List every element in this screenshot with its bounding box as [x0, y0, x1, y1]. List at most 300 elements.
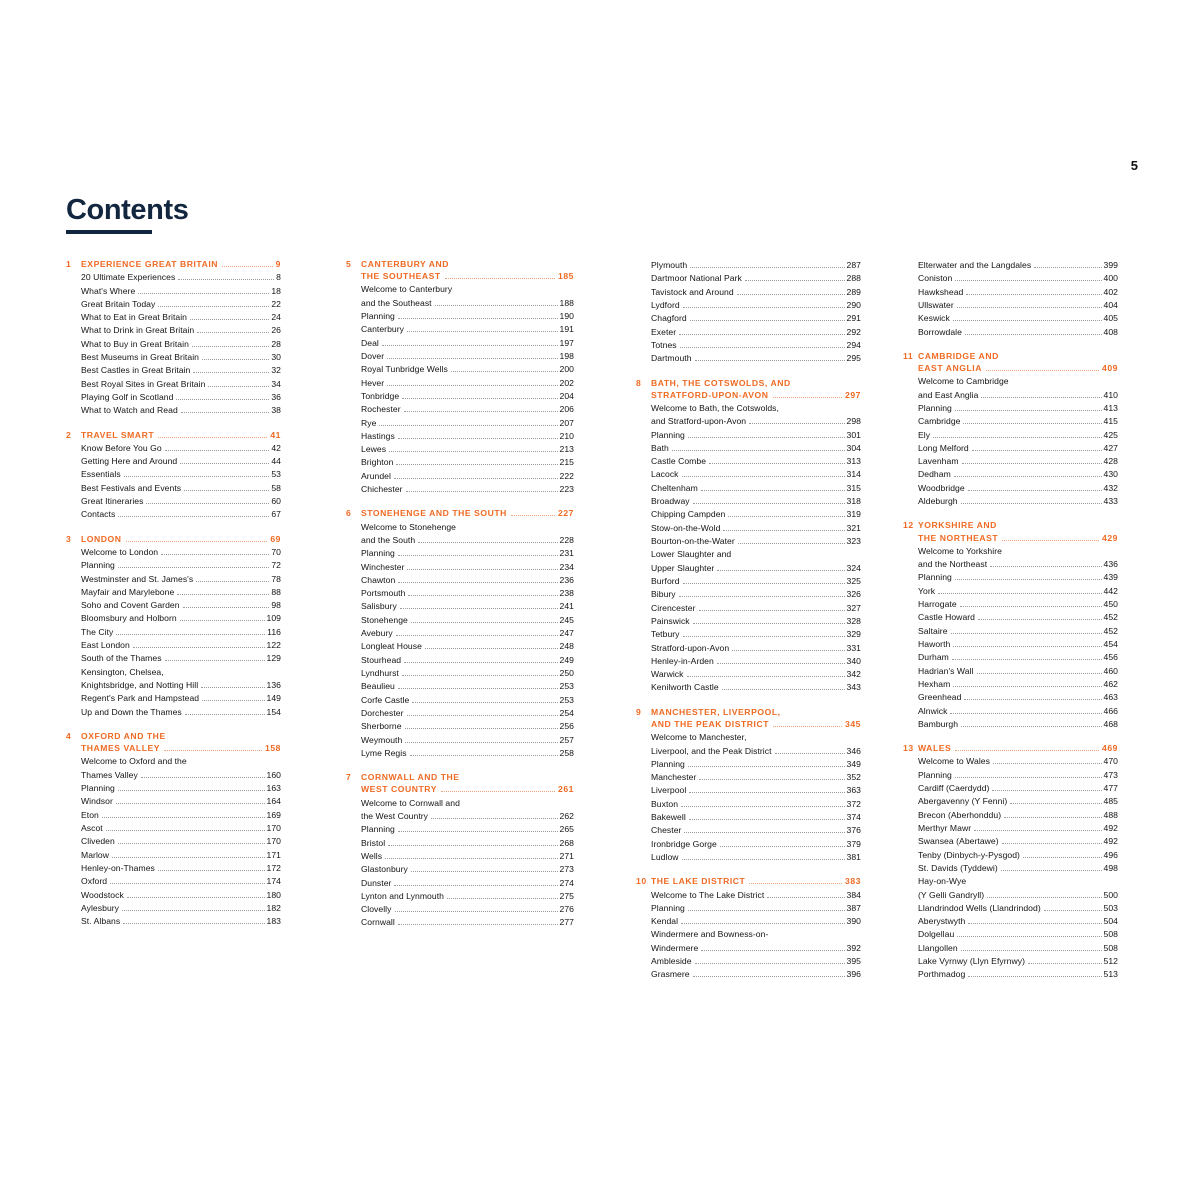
toc-entry-label: Welcome to Manchester,: [651, 732, 747, 743]
toc-entry[interactable]: [918, 455, 1118, 468]
toc-entry[interactable]: [361, 837, 574, 850]
chapter-title-line: [651, 389, 861, 401]
toc-entry[interactable]: [651, 851, 861, 864]
toc-entry[interactable]: [651, 522, 861, 535]
toc-entry-label: Burford: [651, 575, 680, 586]
toc-entry-leader-dots: [693, 503, 845, 504]
toc-entry-label: Liverpool: [651, 785, 687, 796]
toc-entry[interactable]: [651, 928, 861, 941]
toc-entry[interactable]: [361, 470, 574, 483]
toc-entry[interactable]: [81, 889, 281, 902]
toc-entry-label: Llangollen: [918, 942, 958, 953]
toc-entry[interactable]: [81, 482, 281, 495]
chapter-leader-dots: [441, 791, 555, 792]
toc-entry[interactable]: [918, 468, 1118, 481]
toc-entry[interactable]: [361, 640, 574, 653]
toc-entry[interactable]: [651, 811, 861, 824]
chapter-heading[interactable]: [346, 771, 574, 795]
toc-entry[interactable]: [361, 810, 574, 823]
toc-entry-leader-dots: [738, 543, 845, 544]
toc-entry-label: Manchester: [651, 772, 697, 783]
toc-entry[interactable]: [81, 875, 281, 888]
toc-entry[interactable]: [918, 849, 1118, 862]
toc-entry[interactable]: [651, 455, 861, 468]
toc-entry[interactable]: [361, 587, 574, 600]
toc-entry-leader-dots: [951, 633, 1102, 634]
toc-entry-label: Tenby (Dinbych-y-Pysgod): [918, 849, 1020, 860]
toc-entry[interactable]: [81, 351, 281, 364]
toc-entry[interactable]: [651, 784, 861, 797]
toc-entry[interactable]: [918, 598, 1118, 611]
toc-entry-label: Lynton and Lynmouth: [361, 890, 444, 901]
toc-entry[interactable]: [361, 390, 574, 403]
toc-entry[interactable]: [81, 559, 281, 572]
toc-entry[interactable]: [918, 571, 1118, 584]
toc-entry-leader-dots: [690, 320, 845, 321]
toc-entry[interactable]: [81, 364, 281, 377]
toc-entry-label: Ely: [918, 429, 931, 440]
toc-entry-label: Upper Slaughter: [651, 562, 715, 573]
toc-entry[interactable]: [361, 863, 574, 876]
toc-entry-page-number: 436: [1103, 559, 1118, 570]
chapter-title-block: [361, 507, 574, 519]
toc-entry[interactable]: [361, 403, 574, 416]
toc-entry[interactable]: [651, 745, 861, 758]
toc-entry[interactable]: [81, 378, 281, 391]
toc-entry-leader-dots: [968, 976, 1101, 977]
chapter-heading[interactable]: [903, 742, 1118, 754]
toc-entry-leader-dots: [684, 832, 844, 833]
toc-entry[interactable]: [651, 615, 861, 628]
toc-entry[interactable]: [81, 573, 281, 586]
toc-entry[interactable]: [361, 627, 574, 640]
toc-entry[interactable]: [361, 417, 574, 430]
toc-entry[interactable]: [651, 402, 861, 415]
toc-entry[interactable]: [361, 283, 574, 296]
toc-entry[interactable]: [361, 720, 574, 733]
toc-entry[interactable]: [81, 835, 281, 848]
toc-entry[interactable]: [651, 955, 861, 968]
toc-entry[interactable]: [81, 404, 281, 417]
toc-entry[interactable]: [361, 797, 574, 810]
chapter-title-text: OXFORD AND THE: [81, 730, 166, 741]
chapter-heading[interactable]: [903, 350, 1118, 374]
toc-entry-leader-dots: [987, 897, 1101, 898]
toc-entry[interactable]: [81, 612, 281, 625]
toc-entry[interactable]: [81, 442, 281, 455]
chapter-heading[interactable]: [66, 429, 281, 441]
toc-entry-label: Welcome to Cambridge: [918, 376, 1009, 387]
toc-entry-leader-dots: [1028, 963, 1101, 964]
toc-entry-label: Lyndhurst: [361, 668, 399, 679]
chapter-entry-list: [66, 271, 281, 417]
toc-entry[interactable]: [361, 337, 574, 350]
toc-entry-label: Best Festivals and Events: [81, 482, 182, 493]
toc-entry[interactable]: [651, 535, 861, 548]
chapter-block: [346, 771, 574, 930]
toc-entry-label: Dolgellau: [918, 929, 955, 940]
toc-entry[interactable]: [918, 755, 1118, 768]
toc-entry[interactable]: [361, 667, 574, 680]
toc-entry-leader-dots: [1001, 870, 1102, 871]
toc-entry-leader-dots: [141, 777, 265, 778]
toc-entry[interactable]: [918, 611, 1118, 624]
toc-entry[interactable]: [81, 769, 281, 782]
toc-entry-label: Alnwick: [918, 705, 948, 716]
toc-entry[interactable]: [361, 377, 574, 390]
toc-entry[interactable]: [361, 903, 574, 916]
toc-entry[interactable]: [361, 430, 574, 443]
toc-entry[interactable]: [651, 902, 861, 915]
toc-entry-leader-dots: [158, 870, 265, 871]
toc-entry[interactable]: [918, 585, 1118, 598]
toc-entry[interactable]: [81, 324, 281, 337]
chapter-heading[interactable]: [66, 258, 281, 270]
toc-entry-label: Clovelly: [361, 904, 392, 915]
toc-entry-page-number: 277: [559, 917, 574, 928]
chapter-heading[interactable]: [66, 730, 281, 754]
toc-entry[interactable]: [361, 850, 574, 863]
toc-entry[interactable]: [918, 545, 1118, 558]
toc-entry[interactable]: [361, 747, 574, 760]
toc-entry[interactable]: [651, 562, 861, 575]
toc-entry[interactable]: [361, 877, 574, 890]
toc-entry-page-number: 324: [846, 562, 861, 573]
toc-entry[interactable]: [651, 429, 861, 442]
toc-entry[interactable]: [81, 455, 281, 468]
toc-entry-page-number: 513: [1103, 969, 1118, 980]
toc-entry[interactable]: [651, 915, 861, 928]
toc-entry[interactable]: [918, 638, 1118, 651]
toc-entry[interactable]: [918, 651, 1118, 664]
toc-entry[interactable]: [81, 915, 281, 928]
toc-entry[interactable]: [651, 508, 861, 521]
toc-entry[interactable]: [361, 350, 574, 363]
toc-entry[interactable]: [918, 326, 1118, 339]
toc-entry-label: Planning: [918, 402, 952, 413]
toc-entry-label: Welcome to Cornwall and: [361, 797, 460, 808]
toc-entry[interactable]: [361, 443, 574, 456]
toc-entry[interactable]: [361, 890, 574, 903]
chapter-page-number: 185: [558, 271, 574, 282]
toc-entry[interactable]: [918, 286, 1118, 299]
toc-entry[interactable]: [81, 271, 281, 284]
toc-entry[interactable]: [918, 312, 1118, 325]
toc-entry-page-number: 268: [559, 837, 574, 848]
toc-entry[interactable]: [651, 442, 861, 455]
chapter-title-line: [918, 362, 1118, 374]
toc-entry[interactable]: [361, 823, 574, 836]
toc-entry[interactable]: [81, 391, 281, 404]
toc-entry[interactable]: [651, 942, 861, 955]
toc-entry[interactable]: [651, 838, 861, 851]
chapter-title-block: [81, 258, 281, 270]
toc-entry[interactable]: [81, 692, 281, 705]
chapter-heading[interactable]: [346, 507, 574, 519]
toc-entry[interactable]: [361, 916, 574, 929]
toc-entry-page-number: 36: [271, 392, 281, 403]
toc-entry[interactable]: [81, 666, 281, 679]
toc-entry-leader-dots: [688, 910, 845, 911]
toc-entry[interactable]: [361, 561, 574, 574]
toc-entry[interactable]: [918, 795, 1118, 808]
toc-entry[interactable]: [918, 769, 1118, 782]
toc-entry-label: Soho and Covent Garden: [81, 600, 180, 611]
toc-entry-leader-dots: [955, 410, 1102, 411]
toc-entry[interactable]: [918, 429, 1118, 442]
chapter-title-block: [918, 742, 1118, 754]
toc-entry[interactable]: [918, 375, 1118, 388]
toc-entry[interactable]: [918, 691, 1118, 704]
toc-entry[interactable]: [81, 508, 281, 521]
toc-entry[interactable]: [918, 625, 1118, 638]
toc-entry[interactable]: [918, 942, 1118, 955]
toc-entry[interactable]: [651, 602, 861, 615]
toc-entry[interactable]: [81, 862, 281, 875]
toc-entry-leader-dots: [965, 334, 1102, 335]
toc-entry[interactable]: [81, 599, 281, 612]
toc-entry[interactable]: [918, 782, 1118, 795]
toc-entry[interactable]: [651, 642, 861, 655]
toc-entry-page-number: 454: [1103, 639, 1118, 649]
toc-entry[interactable]: [361, 614, 574, 627]
toc-entry-page-number: 60: [271, 496, 281, 507]
toc-entry[interactable]: [651, 482, 861, 495]
toc-entry[interactable]: [918, 955, 1118, 968]
toc-entry-page-number: 172: [266, 862, 281, 873]
toc-entry-leader-dots: [394, 885, 557, 886]
toc-entry[interactable]: [651, 339, 861, 352]
toc-entry[interactable]: [651, 286, 861, 299]
toc-entry-label: Knightsbridge, and Notting Hill: [81, 680, 199, 691]
toc-entry[interactable]: [361, 310, 574, 323]
toc-entry[interactable]: [918, 299, 1118, 312]
toc-entry[interactable]: [81, 849, 281, 862]
toc-entry[interactable]: [918, 862, 1118, 875]
toc-entry[interactable]: [361, 534, 574, 547]
toc-entry[interactable]: [918, 558, 1118, 571]
toc-entry[interactable]: [651, 771, 861, 784]
toc-entry-leader-dots: [953, 646, 1101, 647]
toc-entry[interactable]: [918, 902, 1118, 915]
toc-columns: [66, 258, 1138, 984]
toc-entry[interactable]: [651, 575, 861, 588]
toc-entry-leader-dots: [425, 648, 558, 649]
toc-entry[interactable]: [918, 889, 1118, 902]
toc-entry[interactable]: [81, 809, 281, 822]
toc-entry-leader-dots: [1044, 910, 1102, 911]
toc-entry[interactable]: [651, 731, 861, 744]
toc-entry[interactable]: [651, 415, 861, 428]
toc-entry[interactable]: [918, 705, 1118, 718]
toc-entry[interactable]: [81, 468, 281, 481]
toc-entry[interactable]: [651, 758, 861, 771]
toc-entry-leader-dots: [106, 830, 265, 831]
toc-entry[interactable]: [361, 363, 574, 376]
toc-entry-label: South of the Thames: [81, 653, 162, 664]
toc-entry-leader-dots: [683, 636, 845, 637]
chapter-page-number: 227: [558, 508, 574, 519]
toc-entry[interactable]: [651, 668, 861, 681]
chapter-heading[interactable]: [636, 377, 861, 401]
toc-entry[interactable]: [651, 824, 861, 837]
toc-entry[interactable]: [651, 326, 861, 339]
toc-entry[interactable]: [651, 681, 861, 694]
toc-entry[interactable]: [918, 822, 1118, 835]
toc-entry[interactable]: [918, 678, 1118, 691]
chapter-heading[interactable]: [636, 875, 861, 887]
toc-entry[interactable]: [81, 546, 281, 559]
chapter-leader-dots: [164, 750, 262, 751]
toc-entry[interactable]: [81, 338, 281, 351]
toc-entry[interactable]: [81, 782, 281, 795]
chapter-block: [636, 875, 861, 981]
toc-entry-label: Warwick: [651, 669, 684, 680]
toc-entry-leader-dots: [961, 726, 1101, 727]
toc-entry[interactable]: [361, 547, 574, 560]
toc-entry[interactable]: [918, 875, 1118, 888]
toc-entry-label: Getting Here and Around: [81, 456, 178, 467]
toc-entry-page-number: 402: [1103, 286, 1118, 297]
chapter-heading[interactable]: [66, 533, 281, 545]
toc-entry-leader-dots: [118, 567, 269, 568]
toc-entry-leader-dots: [955, 280, 1101, 281]
toc-entry[interactable]: [918, 259, 1118, 272]
toc-entry[interactable]: [81, 495, 281, 508]
toc-entry-label: Stratford-upon-Avon: [651, 642, 730, 653]
toc-entry[interactable]: [918, 495, 1118, 508]
toc-entry-label: Ironbridge Gorge: [651, 838, 717, 849]
toc-entry-page-number: 53: [271, 469, 281, 480]
toc-entry[interactable]: [81, 285, 281, 298]
toc-entry[interactable]: [651, 889, 861, 902]
toc-entry-leader-dots: [118, 516, 269, 517]
toc-entry[interactable]: [81, 706, 281, 719]
toc-entry-label: Greenhead: [918, 692, 962, 703]
toc-entry-page-number: 250: [559, 668, 574, 679]
toc-entry[interactable]: [361, 574, 574, 587]
toc-entry[interactable]: [918, 665, 1118, 678]
toc-entry[interactable]: [81, 755, 281, 768]
toc-entry[interactable]: [361, 707, 574, 720]
toc-entry-label: Oxford: [81, 876, 108, 887]
toc-entry[interactable]: [81, 902, 281, 915]
chapter-heading[interactable]: [636, 706, 861, 730]
chapter-entry-list: [636, 731, 861, 864]
toc-entry[interactable]: [361, 521, 574, 534]
toc-entry[interactable]: [918, 928, 1118, 941]
toc-entry-leader-dots: [693, 623, 845, 624]
toc-entry[interactable]: [81, 298, 281, 311]
toc-entry[interactable]: [918, 272, 1118, 285]
toc-entry[interactable]: [361, 456, 574, 469]
toc-entry[interactable]: [918, 718, 1118, 731]
chapter-heading[interactable]: [346, 258, 574, 282]
toc-entry[interactable]: [361, 734, 574, 747]
toc-entry-leader-dots: [402, 398, 557, 399]
toc-entry-page-number: 321: [846, 522, 861, 533]
toc-entry[interactable]: [361, 323, 574, 336]
toc-entry-leader-dots: [193, 372, 269, 373]
chapter-block: [66, 258, 281, 418]
toc-entry-label: Planning: [361, 548, 395, 559]
toc-entry-page-number: 485: [1103, 796, 1118, 807]
toc-entry[interactable]: [918, 415, 1118, 428]
toc-entry-label: Welcome to The Lake District: [651, 889, 765, 900]
toc-entry-label: Sherborne: [361, 721, 402, 732]
toc-entry-label: Eton: [81, 809, 99, 820]
toc-entry-label: Planning: [81, 560, 115, 571]
toc-entry-page-number: 149: [266, 693, 281, 704]
toc-entry-leader-dots: [398, 438, 558, 439]
chapter-title-text: EAST ANGLIA: [918, 363, 982, 374]
toc-entry[interactable]: [651, 468, 861, 481]
toc-entry-label: Plymouth: [651, 260, 688, 270]
toc-entry[interactable]: [361, 483, 574, 496]
toc-entry-label: Henley-in-Arden: [651, 655, 714, 666]
toc-entry-label: Planning: [81, 783, 115, 794]
toc-entry-label: Kensington, Chelsea,: [81, 666, 164, 677]
toc-entry-page-number: 439: [1103, 572, 1118, 583]
toc-entry[interactable]: [918, 915, 1118, 928]
toc-entry[interactable]: [361, 694, 574, 707]
toc-entry[interactable]: [81, 626, 281, 639]
toc-entry[interactable]: [651, 655, 861, 668]
toc-entry[interactable]: [651, 495, 861, 508]
toc-entry[interactable]: [918, 442, 1118, 455]
toc-entry[interactable]: [918, 482, 1118, 495]
toc-entry-label: Durham: [918, 652, 949, 663]
toc-entry[interactable]: [81, 822, 281, 835]
toc-entry[interactable]: [651, 968, 861, 981]
toc-entry[interactable]: [651, 299, 861, 312]
toc-entry[interactable]: [651, 548, 861, 561]
toc-entry[interactable]: [651, 352, 861, 365]
toc-entry[interactable]: [361, 680, 574, 693]
toc-entry-leader-dots: [123, 923, 264, 924]
toc-entry[interactable]: [361, 600, 574, 613]
toc-entry[interactable]: [651, 588, 861, 601]
chapter-title-line: [651, 377, 861, 389]
toc-entry[interactable]: [651, 272, 861, 285]
toc-entry[interactable]: [81, 652, 281, 665]
toc-entry-leader-dots: [138, 293, 269, 294]
chapter-block: [66, 429, 281, 522]
toc-entry[interactable]: [361, 297, 574, 310]
toc-entry[interactable]: [918, 402, 1118, 415]
toc-entry-label: and Stratford-upon-Avon: [651, 416, 747, 427]
toc-entry[interactable]: [651, 628, 861, 641]
toc-entry[interactable]: [918, 809, 1118, 822]
toc-entry[interactable]: [81, 795, 281, 808]
toc-entry-page-number: 352: [846, 772, 861, 783]
toc-entry[interactable]: [918, 389, 1118, 402]
toc-entry[interactable]: [81, 311, 281, 324]
toc-entry[interactable]: [81, 679, 281, 692]
toc-entry[interactable]: [361, 654, 574, 667]
toc-entry[interactable]: [651, 312, 861, 325]
toc-entry[interactable]: [918, 968, 1118, 981]
chapter-title-line: [918, 519, 1118, 531]
chapter-title-line: [81, 730, 281, 742]
toc-entry-page-number: 456: [1103, 652, 1118, 663]
toc-entry[interactable]: [918, 835, 1118, 848]
chapter-heading[interactable]: [903, 519, 1118, 543]
toc-entry[interactable]: [651, 259, 861, 272]
toc-entry[interactable]: [81, 586, 281, 599]
toc-entry[interactable]: [81, 639, 281, 652]
toc-entry[interactable]: [651, 798, 861, 811]
